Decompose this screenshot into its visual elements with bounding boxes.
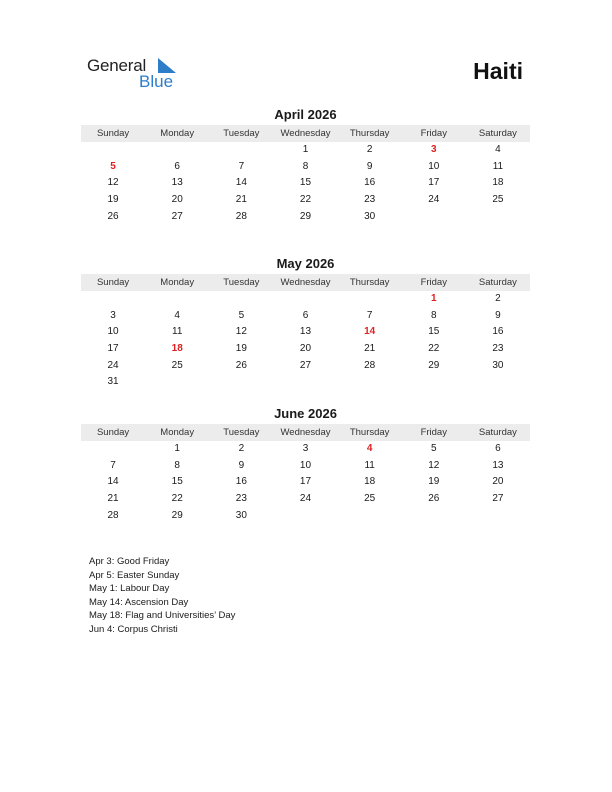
day-cell: 7: [110, 459, 116, 471]
day-cell: 26: [107, 210, 119, 222]
day-cell: 18: [492, 177, 504, 189]
day-cell: [338, 374, 402, 391]
day-cell: 15: [171, 476, 183, 488]
day-cell: 28: [107, 509, 119, 521]
day-cell: 3: [302, 443, 309, 454]
day-cell: 15: [428, 326, 440, 338]
day-cell: 23: [235, 493, 247, 505]
weekday-label: Thursday: [349, 128, 390, 139]
weekday-header: [81, 125, 530, 142]
day-cell: 18: [364, 476, 376, 488]
holiday-day-cell: 3: [430, 144, 437, 155]
holiday-list-item: May 18: Flag and Universities’ Day: [89, 610, 236, 621]
day-cell: [209, 291, 273, 308]
day-cell: 22: [171, 493, 183, 505]
day-cell: [273, 508, 337, 525]
day-cell: 2: [495, 293, 501, 304]
day-cell: 31: [107, 376, 119, 388]
day-cell: 11: [364, 459, 375, 471]
day-cell: 28: [235, 210, 247, 222]
day-cell: 17: [299, 476, 312, 488]
day-cell: 29: [171, 509, 183, 521]
week-row: [81, 308, 530, 325]
holiday-list-item: May 1: Labour Day: [89, 583, 170, 594]
day-cell: [81, 441, 145, 458]
day-cell: [273, 374, 337, 391]
day-cell: 25: [171, 359, 183, 371]
day-cell: 14: [235, 177, 247, 189]
holiday-day-cell: 14: [364, 326, 376, 338]
day-cell: [81, 142, 145, 159]
day-cell: 6: [174, 160, 180, 172]
weekday-label: Wednesday: [280, 277, 331, 288]
day-cell: 13: [171, 177, 183, 189]
day-cell: 17: [428, 177, 440, 189]
day-cell: 15: [299, 177, 312, 189]
month-april: [81, 107, 530, 225]
day-cell: 19: [235, 343, 247, 355]
day-cell: 9: [238, 459, 245, 471]
day-cell: 2: [238, 443, 245, 454]
week-row: [81, 175, 530, 192]
day-cell: 10: [299, 459, 312, 471]
day-cell: 30: [364, 210, 376, 222]
week-row: [81, 291, 530, 308]
day-cell: [273, 291, 337, 308]
week-row: [81, 142, 530, 159]
day-cell: 16: [492, 326, 504, 338]
week-row: [81, 358, 530, 375]
day-cell: 22: [428, 343, 440, 355]
week-row: [81, 441, 530, 458]
day-cell: 21: [364, 343, 376, 355]
day-cell: 20: [299, 343, 312, 355]
day-cell: 5: [238, 309, 245, 321]
day-cell: [466, 374, 530, 391]
holiday-list-item: May 14: Ascension Day: [89, 596, 189, 608]
holiday-day-cell: 1: [430, 293, 437, 304]
week-row: [81, 341, 530, 358]
day-cell: [466, 209, 530, 226]
month-june: [81, 406, 530, 524]
week-row: [81, 324, 530, 341]
weekday-label: Thursday: [349, 277, 390, 288]
day-cell: 16: [235, 476, 247, 488]
month-title: April 2026: [274, 107, 337, 122]
day-cell: 29: [428, 359, 440, 371]
day-cell: 4: [495, 144, 501, 155]
holiday-list-item: Apr 5: Easter Sunday: [89, 569, 180, 581]
day-cell: 11: [172, 326, 183, 338]
weekday-label: Tuesday: [223, 427, 260, 438]
weekday-label: Saturday: [478, 277, 517, 288]
day-cell: 5: [430, 443, 437, 454]
day-cell: 1: [174, 443, 180, 454]
day-cell: 24: [107, 359, 119, 371]
weekday-label: Monday: [160, 277, 195, 288]
weekday-label: Monday: [160, 128, 195, 139]
day-cell: [402, 209, 466, 226]
day-cell: 27: [171, 210, 183, 222]
holiday-list-item: Jun 4: Corpus Christi: [89, 623, 178, 635]
day-cell: 26: [235, 359, 247, 371]
day-cell: 26: [428, 493, 440, 505]
day-cell: 20: [171, 194, 183, 206]
month-title: May 2026: [276, 256, 335, 271]
day-cell: 4: [174, 309, 180, 321]
day-cell: 29: [299, 210, 312, 222]
week-row: [81, 491, 530, 508]
day-cell: 17: [107, 343, 119, 355]
day-cell: 7: [238, 160, 245, 172]
day-cell: 7: [366, 309, 373, 321]
day-cell: 6: [495, 443, 501, 454]
month-may: [81, 256, 530, 391]
day-cell: [338, 508, 402, 525]
day-cell: [145, 142, 209, 159]
day-cell: [402, 374, 466, 391]
day-cell: 16: [364, 177, 376, 189]
weekday-label: Friday: [420, 277, 447, 288]
weekday-label: Tuesday: [223, 277, 260, 288]
day-cell: 20: [492, 476, 504, 488]
day-cell: 10: [107, 326, 119, 338]
weekday-label: Sunday: [96, 277, 130, 288]
day-cell: 1: [302, 144, 309, 155]
day-cell: 23: [492, 343, 504, 355]
month-title: June 2026: [274, 406, 337, 421]
day-cell: 12: [107, 177, 119, 189]
weekday-label: Wednesday: [280, 427, 331, 438]
day-cell: 14: [107, 476, 119, 488]
day-cell: [338, 291, 402, 308]
day-cell: 28: [364, 359, 376, 371]
day-cell: 23: [364, 194, 376, 206]
weekday-label: Thursday: [349, 427, 390, 438]
country-title: Haiti: [473, 58, 523, 84]
week-row: [81, 209, 530, 226]
holiday-day-cell: 5: [110, 160, 116, 172]
weekday-label: Saturday: [478, 128, 517, 139]
day-cell: 25: [364, 493, 376, 505]
day-cell: 8: [174, 459, 180, 471]
day-cell: 12: [235, 326, 247, 338]
weekday-label: Wednesday: [280, 128, 331, 139]
day-cell: 19: [428, 476, 440, 488]
day-cell: 12: [428, 459, 440, 471]
day-cell: [145, 291, 209, 308]
day-cell: 21: [235, 194, 247, 206]
week-row: [81, 192, 530, 209]
logo-text-blue: Blue: [139, 72, 174, 91]
day-cell: 19: [107, 194, 119, 206]
day-cell: 6: [302, 309, 309, 321]
weekday-header: [81, 274, 530, 291]
week-row: [81, 474, 530, 491]
weekday-label: Tuesday: [223, 128, 260, 139]
day-cell: [466, 508, 530, 525]
week-row: [81, 508, 530, 525]
day-cell: 2: [366, 144, 373, 155]
day-cell: 9: [495, 309, 501, 321]
day-cell: 8: [302, 160, 309, 172]
day-cell: 8: [430, 309, 437, 321]
weekday-header: [81, 424, 530, 441]
weekday-label: Sunday: [96, 128, 130, 139]
holiday-day-cell: 18: [171, 343, 183, 355]
weekday-label: Friday: [420, 427, 447, 438]
day-cell: 30: [492, 359, 504, 371]
generalblue-logo: [87, 56, 187, 92]
day-cell: 30: [235, 509, 247, 521]
holiday-day-cell: 4: [366, 443, 373, 454]
day-cell: 11: [492, 160, 504, 172]
holiday-list-item: Apr 3: Good Friday: [89, 556, 170, 567]
day-cell: [402, 508, 466, 525]
week-row: [81, 374, 530, 391]
weekday-label: Sunday: [96, 427, 130, 438]
day-cell: 10: [428, 160, 440, 172]
day-cell: [81, 291, 145, 308]
weekday-label: Monday: [160, 427, 195, 438]
day-cell: 24: [299, 493, 312, 505]
day-cell: 3: [110, 309, 116, 321]
holiday-list: [89, 555, 235, 636]
day-cell: 9: [366, 160, 373, 172]
day-cell: 13: [299, 326, 312, 338]
logo-text-general: General: [87, 56, 147, 75]
day-cell: 13: [492, 459, 504, 471]
day-cell: [145, 374, 209, 391]
day-cell: 21: [107, 493, 119, 505]
day-cell: [209, 374, 273, 391]
day-cell: 22: [299, 194, 312, 206]
weekday-label: Saturday: [478, 427, 517, 438]
day-cell: 24: [428, 194, 440, 206]
day-cell: 27: [299, 359, 312, 371]
day-cell: 25: [492, 194, 504, 206]
day-cell: 27: [492, 493, 504, 505]
weekday-label: Friday: [420, 128, 447, 139]
week-row: [81, 458, 530, 475]
week-row: [81, 159, 530, 176]
day-cell: [209, 142, 273, 159]
